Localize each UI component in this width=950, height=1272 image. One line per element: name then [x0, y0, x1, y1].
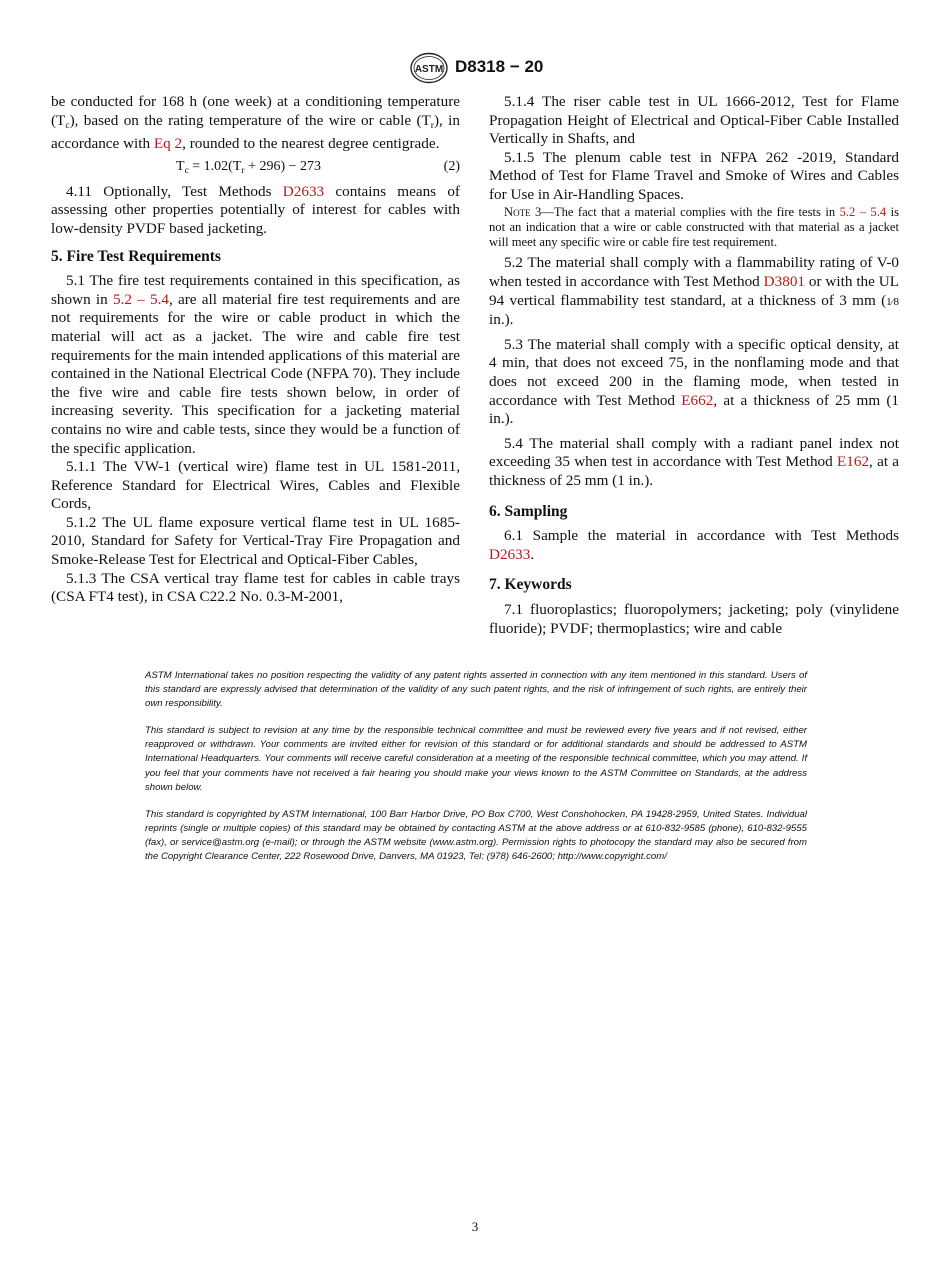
section-heading-7: 7. Keywords — [489, 576, 572, 594]
e662-link[interactable]: E662 — [681, 391, 714, 409]
note-range-link[interactable]: 5.2 – 5.4 — [839, 204, 887, 219]
page-number: 3 — [471, 1219, 479, 1234]
paragraph-5-4: 5.4 The material shall comply with a radiant panel index not exceeding 35 when test in accordance with Test Method E162, at a thickness of 25 mm (1 in.). — [489, 434, 900, 489]
paragraph-5-1: 5.1 The fire test requirements contained in this specification, as shown in 5.2 – 5.4, are all material fire test requirements and are not requirements for the wire or cable product in which the material will act as a jacket. The wire and cable fire test requirements for the main intended applications of this material are contained in the National Electrical Code (NFPA 70). They include the five wire and cable fire tests shown below, in order of increasing severity. This specification for a jacketing material contains no wire and cable tests, since they would be a function of the specific application. — [51, 272, 460, 457]
paragraph-7-1: 7.1 fluoroplastics; fluoropolymers; jacketing; poly (vinylidene fluoride); PVDF; thermoplastics; wire and cable — [489, 600, 899, 637]
section-range-link[interactable]: 5.2 – 5.4 — [112, 290, 169, 308]
d2633-link-sampling[interactable]: D2633 — [489, 545, 531, 563]
note-3: Note 3—The fact that a material complies with the fire tests in 5.2 – 5.4 is not an indication that a wire or cable constructed with that material as a jacket will meet any specific wire or cable fire test requirement. — [489, 204, 900, 250]
section-heading-5: 5. Fire Test Requirements — [51, 247, 221, 265]
logo-text: ASTM — [414, 64, 444, 75]
footer-copyright-notice: This standard is copyrighted by ASTM International, 100 Barr Harbor Drive, PO Box C700, West Conshohocken, PA 19428-2959, United States. Individual reprints (single or multiple copies) of this standard may be obtained by contacting ASTM at the above address or at 610-832-9585 (phone), 610-832-9555 (fax), or service@astm.org (e-mail); or through the ASTM website (www.astm.org). Permission rights to photocopy the standard may also be secured from the Copyright Clearance Center, 222 Rosewood Drive, Danvers, MA 01923, Tel: (978) 646-2600; http://www.copyright.com/ — [145, 808, 807, 863]
paragraph-5-3: 5.3 The material shall comply with a specific optical density, at 4 min, that does not exceed 75, in the nonflaming mode and that does not exceed 200 in the flaming mode, when tested in accordance with Test Method E662, at a thickness of 25 mm (1 in.). — [489, 335, 900, 428]
equation-number: (2) — [443, 158, 460, 174]
paragraph-5-1-2: 5.1.2 The UL flame exposure vertical flame test in UL 1685-2010, Standard for Safety for Vertical-Tray Fire Propagation and Smoke-Release Test for Electrical and Optical-Fiber Cables, — [51, 513, 460, 569]
footer-patent-notice: ASTM International takes no position respecting the validity of any patent rights asserted in connection with any item mentioned in this standard. Users of this standard are expressly advised that determination of the validity of any such patent rights, and the risk of infringement of such rights, are entirely their own responsibility. — [145, 670, 807, 710]
paragraph-6-1: 6.1 Sample the material in accordance with Test Methods D2633. — [489, 527, 899, 563]
e162-link[interactable]: E162 — [836, 453, 870, 471]
astm-logo — [409, 52, 449, 84]
paragraph-4-11: 4.11 Optionally, Test Methods D2633 contains means of assessing other properties potentially of interest for cables with low-density PVDF based jacketing. — [51, 182, 460, 237]
right-column — [489, 93, 899, 638]
paragraph-5-1-4: 5.1.4 The riser cable test in UL 1666-2012, Test for Flame Propagation Height of Electrical and Optical-Fiber Cable Installed Vertically in Shafts, and — [489, 93, 899, 148]
eq2-link[interactable]: Eq 2 — [153, 135, 183, 153]
d3801-link[interactable]: D3801 — [763, 273, 806, 291]
left-column — [51, 93, 460, 607]
paragraph-5-2: 5.2 The material shall comply with a flammability rating of V-0 when tested in accordance with Test Method D3801 or with the UL 94 vertical flammability test standard, at a thickness of 3 mm (1⁄8 in.). — [489, 254, 900, 329]
equation-2 — [51, 155, 460, 179]
paragraph-5-1-1: 5.1.1 The VW-1 (vertical wire) flame test in UL 1581-2011, Reference Standard for Electrical Wires, Cables and Flexible Cords, — [51, 458, 460, 513]
legal-footer — [145, 669, 807, 877]
page-header — [0, 52, 950, 88]
paragraph-continuation: be conducted for 168 h (one week) at a conditioning temperature $(T_c)$, based on the rating temperature of the wire or cable $(T_r)$, in accordance with Eq 2, rounded to the nearest degree centigrade. — [51, 93, 460, 153]
equation-formula: $T_c = 1.02(T_r + 296) - 273$ — [176, 158, 322, 176]
paragraph-5-1-5: 5.1.5 The plenum cable test in NFPA 262 -2019, Standard Method of Test for Flame Travel and Smoke of Wires and Cables for Use in Air-Handling Spaces. — [489, 148, 899, 203]
d2633-link[interactable]: D2633 — [282, 182, 325, 200]
footer-revision-notice: This standard is subject to revision at any time by the responsible technical committee and must be reviewed every five years and if not revised, either reapproved or withdrawn. Your comments are invited either for revision of this standard or for additional standards and should be addressed to ASTM International Headquarters. Your comments will receive careful consideration at a meeting of the responsible technical committee, which you may attend. If you feel that your comments have not received a fair hearing you should make your views known to the ASTM Committee on Standards, at the address shown below. — [145, 725, 807, 793]
document-designation: D8318 − 20 — [455, 57, 544, 76]
section-heading-6: 6. Sampling — [489, 502, 568, 520]
paragraph-5-1-3: 5.1.3 The CSA vertical tray flame test for cables in cable trays (CSA FT4 test), in CSA C22.2 No. 0.3-M-2001, — [51, 569, 460, 606]
